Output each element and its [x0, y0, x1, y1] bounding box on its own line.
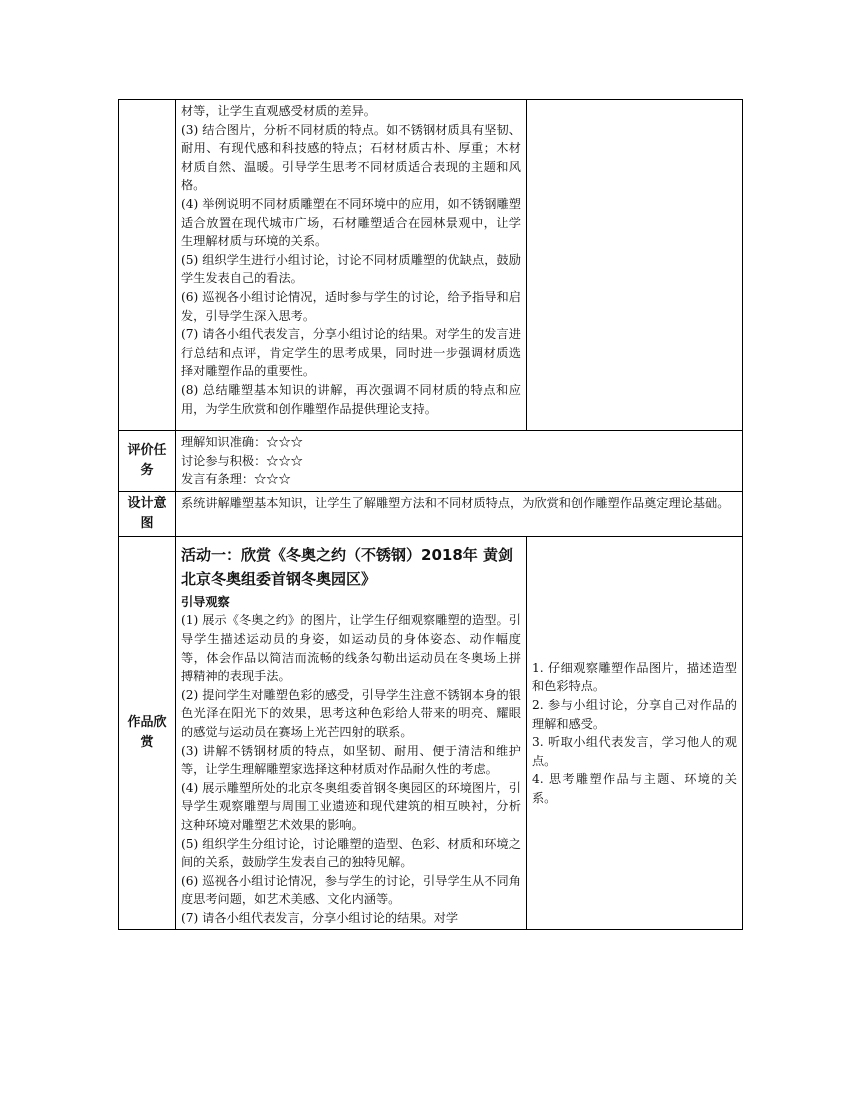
appreciation-paragraph: (3) 讲解不锈钢材质的特点，如坚韧、耐用、便于清洁和维护等，让学生理解雕塑家选择这种材质对作品耐久性的考虑。 [181, 743, 521, 777]
appreciation-paragraph: (5) 组织学生分组讨论，讨论雕塑的造型、色彩、材质和环境之间的关系，鼓励学生发表自己的独特见解。 [181, 836, 521, 870]
appreciation-paragraph: (6) 巡视各小组讨论情况，参与学生的讨论，引导学生从不同角度思考问题，如艺术美感、文化内涵等。 [181, 873, 521, 907]
teaching-process-row [119, 100, 743, 431]
appreciation-paragraph: (2) 提问学生对雕塑色彩的感受，引导学生注意不锈钢本身的银色光泽在阳光下的效果，思考这种色彩给人带来的明亮、耀眼的感觉与运动员在赛场上光芒四射的联系。 [181, 687, 521, 739]
appreciation-paragraph: (4) 展示雕塑所处的北京冬奥组委首钢冬奥园区的环境图片，引导学生观察雕塑与周围工业遗迹和现代建筑的相互映衬，分析这种环境对雕塑艺术效果的影响。 [181, 780, 521, 832]
lesson-plan-table [118, 99, 743, 930]
appreciation-paragraph: (1) 展示《冬奥之约》的图片，让学生仔细观察雕塑的造型。引导学生描述运动员的身姿，如运动员的身体姿态、动作幅度等，体会作品以简洁而流畅的线条勾勒出运动员在冬奥场上拼搏精神的表现手法。 [181, 613, 521, 684]
process-paragraph: (3) 结合图片，分析不同材质的特点。如不锈钢材质具有坚韧、耐用、有现代感和科技感的特点；石材材质古朴、厚重；木材材质自然、温暖。引导学生思考不同材质适合表现的主题和风格。 [181, 122, 521, 193]
evaluation-item: 理解知识准确：☆☆☆ [181, 435, 303, 449]
evaluation-item: 发言有条理：☆☆☆ [181, 472, 291, 487]
evaluation-label: 评价任务 [119, 431, 176, 492]
teaching-process-cell [176, 100, 527, 431]
process-paragraph: (8) 总结雕塑基本知识的讲解，再次强调不同材质的特点和应用，为学生欣赏和创作雕塑作品提供理论支持。 [181, 382, 521, 416]
process-paragraph: (5) 组织学生进行小组讨论，讨论不同材质雕塑的优缺点，鼓励学生发表自己的看法。 [181, 252, 521, 286]
design-intent-text: 系统讲解雕塑基本知识，让学生了解雕塑方法和不同材质特点，为欣赏和创作雕塑作品奠定理论基础。 [181, 495, 730, 510]
student-activity-cell-empty [527, 100, 743, 431]
evaluation-row [119, 431, 743, 492]
activity-title: 活动一：欣赏《冬奥之约（不锈钢）2018年 黄剑 北京冬奥组委首钢冬奥园区》 [181, 545, 513, 588]
student-activity-item: 4. 思考雕塑作品与主题、环境的关系。 [532, 772, 737, 805]
guide-observation-heading: 引导观察 [181, 594, 230, 609]
evaluation-item: 讨论参与积极：☆☆☆ [181, 453, 303, 468]
process-paragraph: (6) 巡视各小组讨论情况，适时参与学生的讨论，给予指导和启发，引导学生深入思考。 [181, 289, 521, 323]
process-paragraph: (7) 请各小组代表发言，分享小组讨论的结果。对学生的发言进行总结和点评，肯定学生的思考成果，同时进一步强调材质选择对雕塑作品的重要性。 [181, 327, 521, 379]
process-paragraph: (4) 举例说明不同材质雕塑在不同环境中的应用，如不锈钢雕塑适合放置在现代城市广场，石材雕塑适合在园林景观中，让学生理解材质与环境的关系。 [181, 196, 521, 249]
design-intent-label: 设计意图 [119, 491, 176, 536]
evaluation-content [176, 431, 743, 492]
appreciation-paragraph: (7) 请各小组代表发言，分享小组讨论的结果。对学 [181, 910, 459, 925]
process-paragraph: 材等，让学生直观感受材质的差异。 [181, 104, 376, 118]
student-activity-item: 3. 听取小组代表发言，学习他人的观点。 [532, 735, 737, 768]
appreciation-row [119, 536, 743, 930]
student-activities-cell [527, 536, 743, 930]
design-intent-row [119, 491, 743, 536]
design-intent-content [176, 491, 743, 536]
student-activity-item: 2. 参与小组讨论，分享自己对作品的理解和感受。 [532, 697, 737, 731]
appreciation-content [176, 536, 527, 930]
student-activity-item: 1. 仔细观察雕塑作品图片，描述造型和色彩特点。 [532, 660, 737, 694]
empty-label-cell [119, 100, 176, 431]
appreciation-label: 作品欣赏 [119, 536, 176, 930]
